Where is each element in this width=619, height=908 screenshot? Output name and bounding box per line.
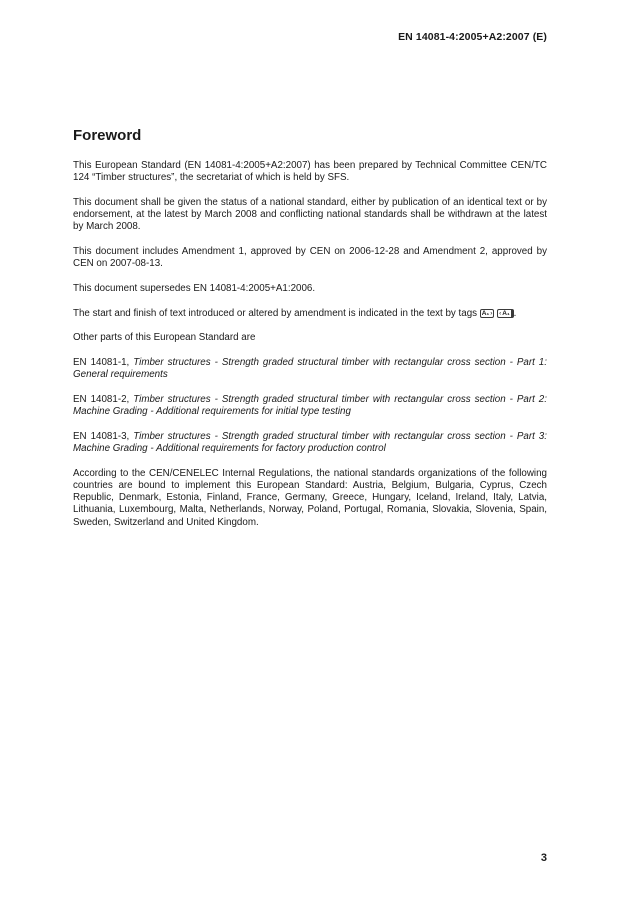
standard-reference-title: Timber structures - Strength graded structural timber with rectangular cross section - Part 3: Machine Grading - Additional requirements for factory production control bbox=[73, 430, 547, 455]
paragraph-text: . bbox=[513, 307, 517, 319]
standard-reference-code: EN 14081-3, bbox=[73, 430, 130, 442]
standard-reference-code: EN 14081-2, bbox=[73, 393, 130, 405]
paragraph: This document shall be given the status of a national standard, either by publication of an identical text or by endorsement, at the latest by March 2008 and conflicting national standards shall be withdrawn at the latest by March 2008. bbox=[73, 196, 547, 233]
paragraph: This document supersedes EN 14081-4:2005+A1:2006. bbox=[73, 282, 316, 294]
standard-reference bbox=[73, 431, 547, 455]
document-page bbox=[0, 31, 619, 908]
standard-reference-title: Timber structures - Strength graded structural timber with rectangular cross section - Part 2: Machine Grading - Additional requirements for initial type testing bbox=[73, 393, 547, 418]
foreword-body bbox=[73, 160, 547, 529]
document-header-reference: EN 14081-4:2005+A2:2007 (E) bbox=[398, 31, 547, 43]
paragraph: Other parts of this European Standard are bbox=[73, 332, 256, 344]
paragraph-amendment-tags bbox=[73, 308, 547, 320]
standard-reference bbox=[73, 357, 547, 381]
amendment-start-tag-icon: A₁ › bbox=[480, 309, 495, 319]
paragraph: According to the CEN/CENELEC Internal Regulations, the national standards organizations of the following countries are bound to implement this European Standard: Austria, Belgium, Bulgaria, Cyprus, Czech Republic, Denmark, Estonia, Finland, France, Germany, Greece, Hungary, Iceland, Ireland, Italy, Latvia, Lithuania, Luxembourg, Malta, Netherlands, Norway, Poland, Portugal, Romania, Slovakia, Slovenia, Spain, Sweden, Switzerland and United Kingdom. bbox=[73, 467, 547, 528]
paragraph: This European Standard (EN 14081-4:2005+A2:2007) has been prepared by Technical Committee CEN/TC 124 “Timber structures”, the secretariat of which is held by SFS. bbox=[73, 160, 547, 184]
standard-reference-code: EN 14081-1, bbox=[73, 357, 130, 369]
paragraph-text: The start and finish of text introduced or altered by amendment is indicated in the text by tags bbox=[73, 307, 480, 319]
page-title: Foreword bbox=[73, 127, 142, 144]
paragraph: This document includes Amendment 1, approved by CEN on 2006-12-28 and Amendment 2, approved by CEN on 2007-08-13. bbox=[73, 246, 547, 270]
standard-reference bbox=[73, 394, 547, 418]
amendment-end-tag-icon: ‹ A₁ bbox=[497, 309, 514, 319]
page-number: 3 bbox=[540, 852, 547, 864]
standard-reference-title: Timber structures - Strength graded structural timber with rectangular cross section - Part 1: General requirements bbox=[73, 357, 547, 381]
